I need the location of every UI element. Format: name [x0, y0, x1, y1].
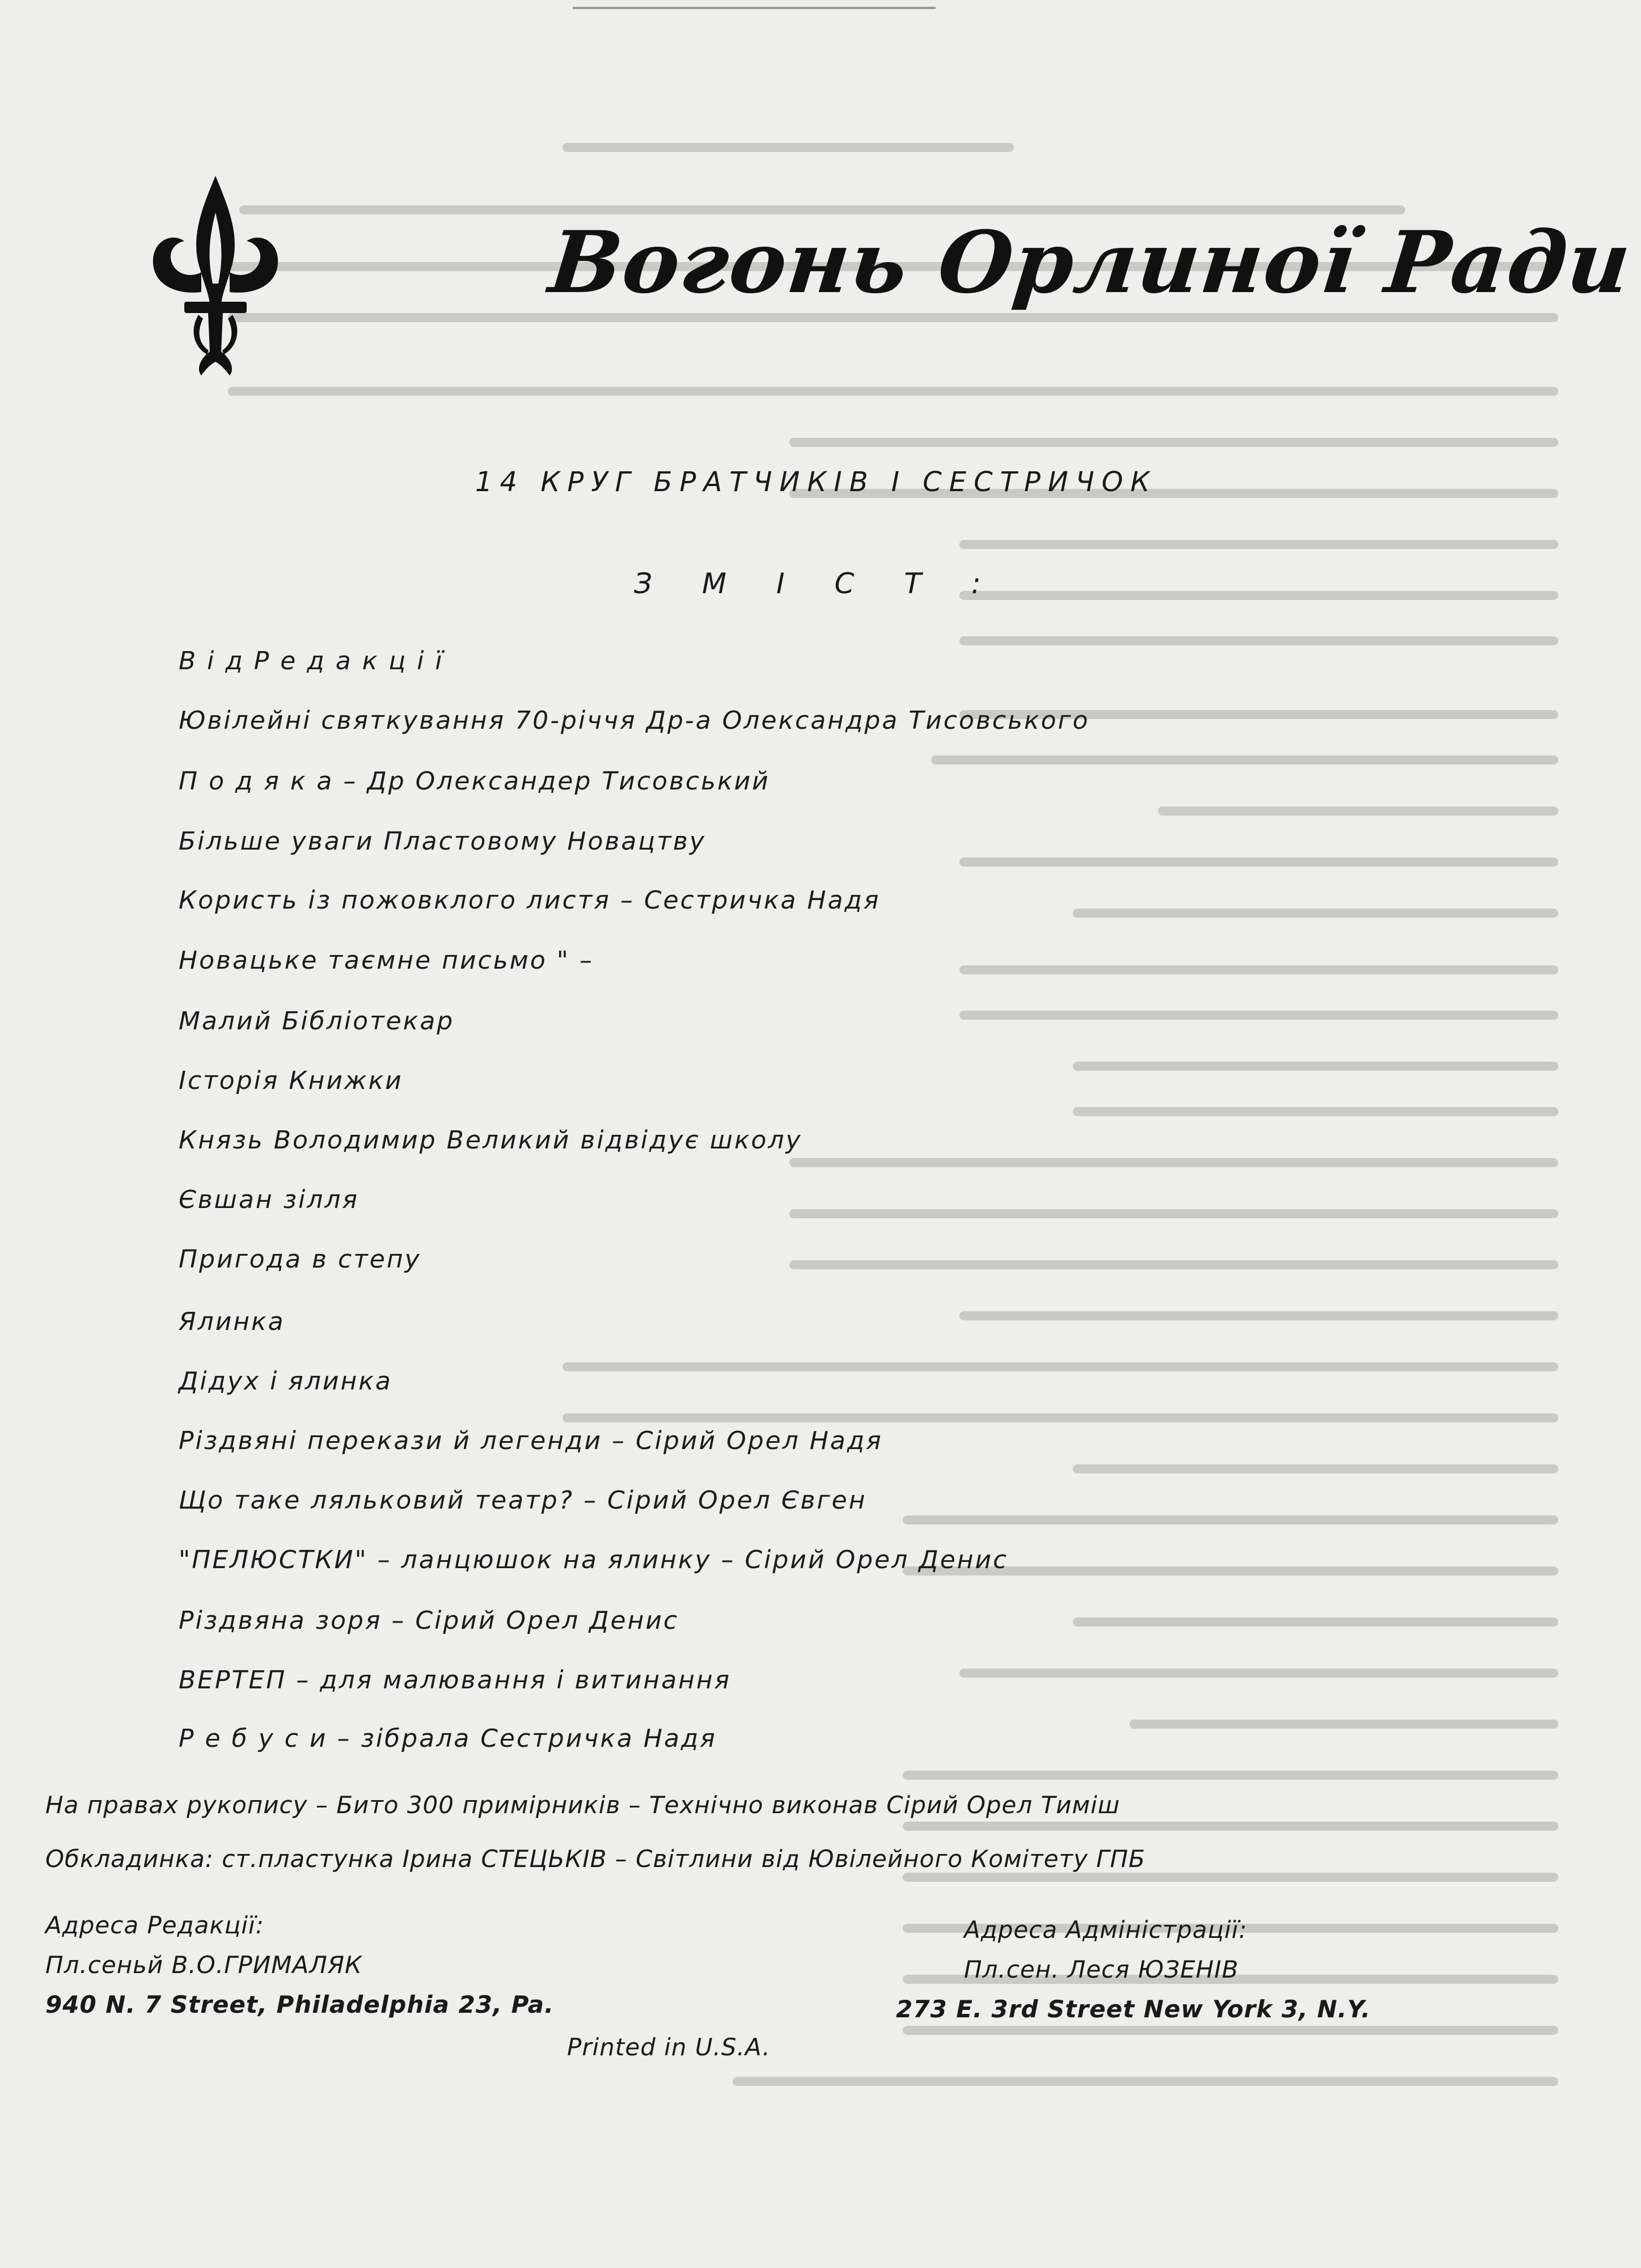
contents-heading: З М І С Т : [634, 567, 1001, 600]
editor-name: Пл.сеньй В.О.ГРИМАЛЯК [45, 1951, 362, 1979]
toc-item: Малий Бібліотекар [179, 1007, 455, 1036]
toc-item: Князь Володимир Великий відвідує школу [179, 1126, 802, 1155]
toc-item: В і д Р е д а к ц і ї [179, 647, 444, 675]
print-info-line: На правах рукопису – Бито 300 примірників – Технічно виконав Сірий Орел Тиміш [45, 1791, 1120, 1819]
toc-item: ВЕРТЕП – для малювання і витинання [179, 1666, 731, 1695]
editor-address: 940 N. 7 Street, Philadelphia 23, Pa. [45, 1991, 555, 2018]
toc-item: Користь із пожовклого листя – Сестричка Надя [179, 886, 881, 915]
plast-fleur-de-lis-icon [145, 170, 286, 380]
toc-item: Дідух і ялинка [179, 1367, 392, 1396]
top-rule-mark [573, 7, 936, 14]
toc-item: Новацьке таємне письмо " – [179, 946, 594, 975]
toc-item: Пригода в степу [179, 1245, 421, 1274]
toc-item: Різдвяні перекази й легенди – Сірий Орел Надя [179, 1426, 883, 1455]
toc-item: Що таке ляльковий театр? – Сірий Орел Євген [179, 1486, 867, 1515]
admin-name: Пл.сен. Леся ЮЗЕНІВ [964, 1956, 1239, 1983]
printed-in-note: Printed in U.S.A. [567, 2033, 771, 2061]
toc-item: Різдвяна зоря – Сірий Орел Денис [179, 1606, 679, 1635]
toc-item: Більше уваги Пластовому Новацтву [179, 827, 706, 856]
toc-item: Р е б у с и – зібрала Сестричка Надя [179, 1724, 717, 1753]
toc-item: Ювілейні святкування 70-річчя Др-а Олександра Тисовського [179, 706, 1090, 735]
admin-address: 273 E. 3rd Street New York 3, N.Y. [896, 1995, 1371, 2023]
journal-subtitle: 14 КРУГ БРАТЧИКІВ І СЕСТРИЧОК [475, 466, 1157, 498]
editor-address-label: Адреса Редакції: [45, 1911, 264, 1939]
journal-title: Вогонь Орлиної Ради [544, 213, 1636, 312]
cover-credits-line: Обкладинка: ст.пластунка Ірина СТЕЦЬКІВ – Світлини від Ювілейного Комітету ГПБ [45, 1845, 1146, 1873]
toc-item: Історія Книжки [179, 1066, 403, 1095]
toc-item: Ялинка [179, 1307, 285, 1336]
toc-item: "ПЕЛЮСТКИ" – ланцюшок на ялинку – Сірий Орел Денис [179, 1545, 1009, 1574]
toc-item: П о д я к а – Др Олександер Тисовський [179, 767, 770, 796]
toc-item: Євшан зілля [179, 1185, 359, 1214]
admin-address-label: Адреса Адміністрації: [964, 1916, 1247, 1944]
